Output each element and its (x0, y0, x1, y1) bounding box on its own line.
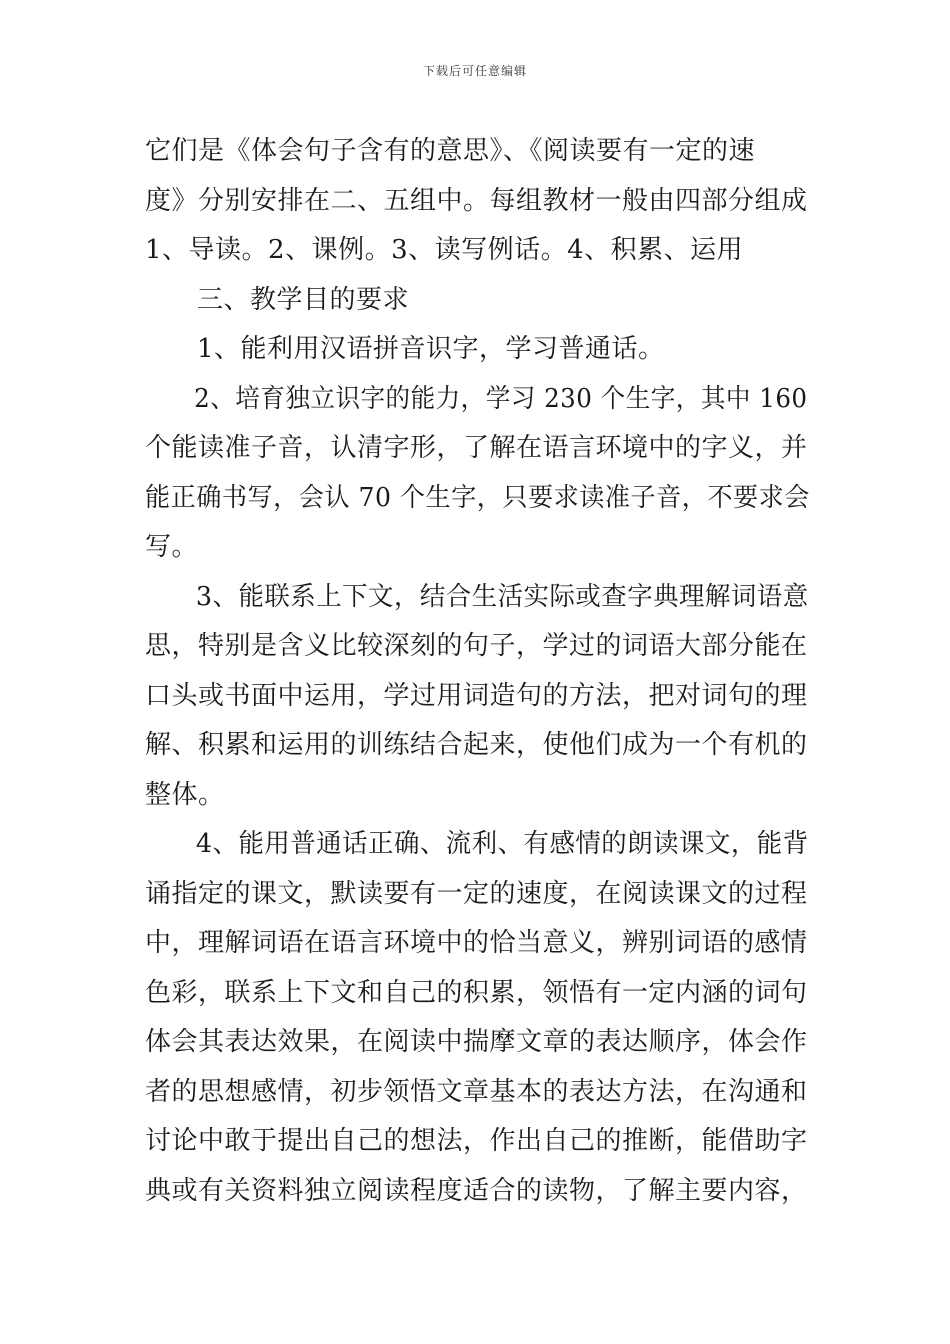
text-line: 口头或书面中运用，学过用词造句的方法，把对词句的理 (145, 680, 808, 711)
text-line: 讨论中敢于提出自己的想法，作出自己的推断，能借助字 (145, 1126, 808, 1156)
text-line: 解、积累和运用的训练结合起来，使他们成为一个有机的 (145, 730, 808, 760)
text-line: 诵指定的课文，默读要有一定的速度，在阅读课文的过程 (145, 878, 808, 909)
text-line: 4、能用普通话正确、流利、有感情的朗读课文，能背 (195, 829, 809, 859)
text-line: 体会其表达效果，在阅读中揣摩文章的表达顺序，体会作 (145, 1027, 808, 1057)
text-line: 2、培育独立识字的能力，学习 230 个生字，其中 160 (194, 383, 808, 414)
text-line: 整体。 (145, 779, 225, 810)
text-line: 思，特别是含义比较深刻的句子，学过的词语大部分能在 (145, 631, 808, 661)
text-line: 3、能联系上下文，结合生活实际或查字典理解词语意 (195, 581, 809, 612)
text-line: 中，理解词语在语言环境中的恰当意义，辨别词语的感情 (145, 928, 808, 958)
text-line: 能正确书写，会认 70 个生字，只要求读准子音，不要求会 (145, 482, 810, 513)
text-line: 写。 (145, 532, 199, 562)
text-line: 度》分别安排在二、五组中。每组教材一般由四部分组成 (145, 185, 808, 216)
body-text (145, 127, 810, 1216)
text-line: 三、教学目的要求 (197, 284, 410, 315)
text-line: 者的思想感情，初步领悟文章基本的表达方法，在沟通和 (145, 1076, 808, 1107)
text-line: 色彩，联系上下文和自己的积累，领悟有一定内涵的词句 (145, 977, 808, 1008)
text-line: 个能读准子音，认清字形，了解在语言环境中的字义，并 (145, 433, 808, 463)
text-line: 1、能利用汉语拼音识字，学习普通话。 (197, 334, 665, 364)
text-line: 它们是《体会句子含有的意思》、《阅读要有一定的速 (145, 136, 756, 166)
page-header: 下载后可任意编辑 (422, 64, 527, 78)
text-line: 典或有关资料独立阅读程度适合的读物，了解主要内容， (145, 1175, 808, 1206)
text-line: 1、导读。2、课例。3、读写例话。4、积累、运用 (145, 235, 744, 265)
